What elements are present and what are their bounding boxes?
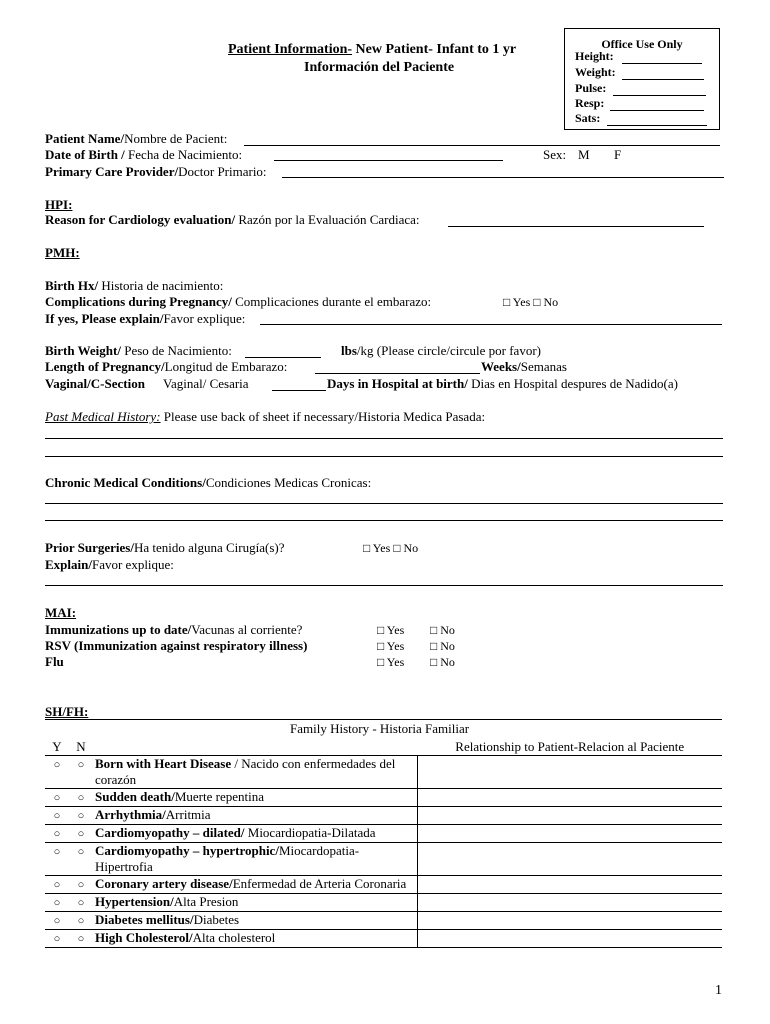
row-condition: Arrhythmia/Arritmia [93,807,418,825]
row-condition: Cardiomyopathy – dilated/ Miocardiopatia-Dilatada [93,825,418,843]
row-condition: Hypertension/Alta Presion [93,894,418,912]
complications-label: Complications during Pregnancy/ Complicaciones durante el embarazo: [45,294,432,309]
row-relationship-field[interactable] [418,843,723,876]
past-history-line-1[interactable] [45,438,723,439]
col-y-header: Y [45,739,69,756]
row-no-radio[interactable]: ○ [77,933,85,945]
surgeries-explain-line[interactable] [45,585,723,586]
row-yes-radio[interactable]: ○ [53,828,61,840]
chronic-line-2[interactable] [45,520,723,521]
family-history-table [45,739,722,948]
row-no-radio[interactable]: ○ [77,792,85,804]
weeks-label: Weeks/Semanas [481,359,567,374]
table-row [45,894,722,912]
row-no-radio[interactable]: ○ [77,828,85,840]
office-sats-label: Sats: [575,111,601,125]
hpi-heading: HPI: [45,197,73,212]
row-no-radio[interactable]: ○ [77,846,85,858]
row-relationship-field[interactable] [418,807,723,825]
pcp-label: Primary Care Provider/Doctor Primario: [45,164,267,179]
birth-weight-field[interactable] [245,357,321,358]
table-row [45,789,722,807]
row-relationship-field[interactable] [418,825,723,843]
page-number: 1 [715,983,722,998]
row-no-radio[interactable]: ○ [77,759,85,771]
vaginal-csection-label-es[interactable]: Vaginal/ Cesaria [163,376,249,391]
row-yes-radio[interactable]: ○ [53,810,61,822]
row-yes-radio[interactable]: ○ [53,915,61,927]
office-height-field[interactable] [622,63,702,64]
office-height-label: Height: [575,49,614,63]
row-relationship-field[interactable] [418,912,723,930]
reason-label: Reason for Cardiology evaluation/ Razón por la Evaluación Cardiaca: [45,212,420,227]
table-row [45,825,722,843]
office-pulse-field[interactable] [613,95,706,96]
length-pregnancy-field[interactable] [315,373,480,374]
row-yes-radio[interactable]: ○ [53,759,61,771]
office-resp-label: Resp: [575,96,605,110]
office-weight-label: Weight: [575,65,616,79]
page-subtitle: Información del Paciente [304,60,455,75]
row-relationship-field[interactable] [418,789,723,807]
chronic-line-1[interactable] [45,503,723,504]
family-history-title: Family History - Historia Familiar [290,721,470,736]
patient-name-label: Patient Name/Nombre de Pacient: [45,131,228,146]
table-row [45,876,722,894]
flu-yes[interactable]: □ Yes [377,655,405,669]
reason-field[interactable] [448,226,704,227]
col-condition-header [93,739,418,756]
birth-hx-label: Birth Hx/ Historia de nacimiento: [45,278,224,293]
past-history-line-2[interactable] [45,456,723,457]
dob-label: Date of Birth / Fecha de Nacimiento: [45,147,243,162]
days-hospital-label: Days in Hospital at birth/ Dias en Hospital despures de Nadido(a) [327,376,678,391]
office-weight-field[interactable] [622,79,704,80]
row-condition: Born with Heart Disease / Nacido con enfermedades del corazón [93,756,418,789]
patient-name-field[interactable] [244,145,720,146]
row-condition: Cardiomyopathy – hypertrophic/Miocardopatia-Hipertrofia [93,843,418,876]
row-condition: Coronary artery disease/Enfermedad de Arteria Coronaria [93,876,418,894]
sex-option-f[interactable]: F [614,147,622,162]
office-use-box [564,28,720,130]
row-yes-radio[interactable]: ○ [53,897,61,909]
vaginal-csection-label: Vaginal/C-Section [45,376,145,391]
office-sats-field[interactable] [607,125,707,126]
row-no-radio[interactable]: ○ [77,915,85,927]
flu-label: Flu [45,654,64,669]
col-n-header: N [69,739,93,756]
table-header-row [45,739,722,756]
immunizations-label: Immunizations up to date/Vacunas al corriente? [45,622,303,637]
row-no-radio[interactable]: ○ [77,879,85,891]
complications-explain-field[interactable] [260,324,722,325]
chronic-conditions-label: Chronic Medical Conditions/Condiciones Medicas Cronicas: [45,475,372,490]
length-pregnancy-label: Length of Pregnancy/Longitud de Embarazo: [45,359,288,374]
dob-field[interactable] [274,160,503,161]
table-row [45,912,722,930]
row-relationship-field[interactable] [418,756,723,789]
office-resp-field[interactable] [610,110,704,111]
row-condition: Sudden death/Muerte repentina [93,789,418,807]
sex-label: Sex: [543,147,567,162]
col-relationship-header: Relationship to Patient-Relacion al Paciente [418,739,723,756]
row-relationship-field[interactable] [418,930,723,948]
pmh-heading: PMH: [45,245,80,260]
sex-option-m[interactable]: M [578,147,590,162]
mai-heading: MAI: [45,605,77,620]
table-row [45,843,722,876]
title-part1: Patient Information- [228,42,353,57]
rsv-label: RSV (Immunization against respiratory illness) [45,638,308,653]
table-row [45,930,722,948]
row-no-radio[interactable]: ○ [77,810,85,822]
row-yes-radio[interactable]: ○ [53,879,61,891]
days-hospital-field[interactable] [272,390,326,391]
office-pulse-label: Pulse: [575,81,607,95]
row-yes-radio[interactable]: ○ [53,846,61,858]
pcp-field[interactable] [282,177,724,178]
immunizations-no[interactable]: □ No [430,623,455,637]
birth-weight-unit[interactable]: lbs/kg (Please circle/circule por favor) [341,343,541,358]
row-condition: High Cholesterol/Alta cholesterol [93,930,418,948]
table-row [45,807,722,825]
complications-yes-no[interactable]: □ Yes □ No [503,295,559,309]
prior-surgeries-label: Prior Surgeries/Ha tenido alguna Cirugía(s)? [45,540,285,555]
surgeries-explain-label: Explain/Favor explique: [45,557,174,572]
row-yes-radio[interactable]: ○ [53,933,61,945]
past-history-label: Past Medical History: Please use back of sheet if necessary/Historia Medica Pasada: [45,409,486,424]
row-relationship-field[interactable] [418,894,723,912]
immunizations-yes[interactable]: □ Yes [377,623,405,637]
row-condition: Diabetes mellitus/Diabetes [93,912,418,930]
table-row [45,756,722,789]
row-relationship-field[interactable] [418,876,723,894]
row-yes-radio[interactable]: ○ [53,792,61,804]
birth-weight-label: Birth Weight/ Peso de Nacimiento: [45,343,232,358]
flu-no[interactable]: □ No [430,655,455,669]
office-use-title: Office Use Only [601,37,683,51]
title-part2: New Patient- Infant to 1 yr [352,42,517,57]
rsv-no[interactable]: □ No [430,639,455,653]
surgeries-yes-no[interactable]: □ Yes □ No [363,541,419,555]
page-title [228,42,516,58]
rsv-yes[interactable]: □ Yes [377,639,405,653]
shfh-heading: SH/FH: [45,704,89,719]
shfh-rule [45,719,722,720]
complications-explain-label: If yes, Please explain/Favor explique: [45,311,246,326]
row-no-radio[interactable]: ○ [77,897,85,909]
